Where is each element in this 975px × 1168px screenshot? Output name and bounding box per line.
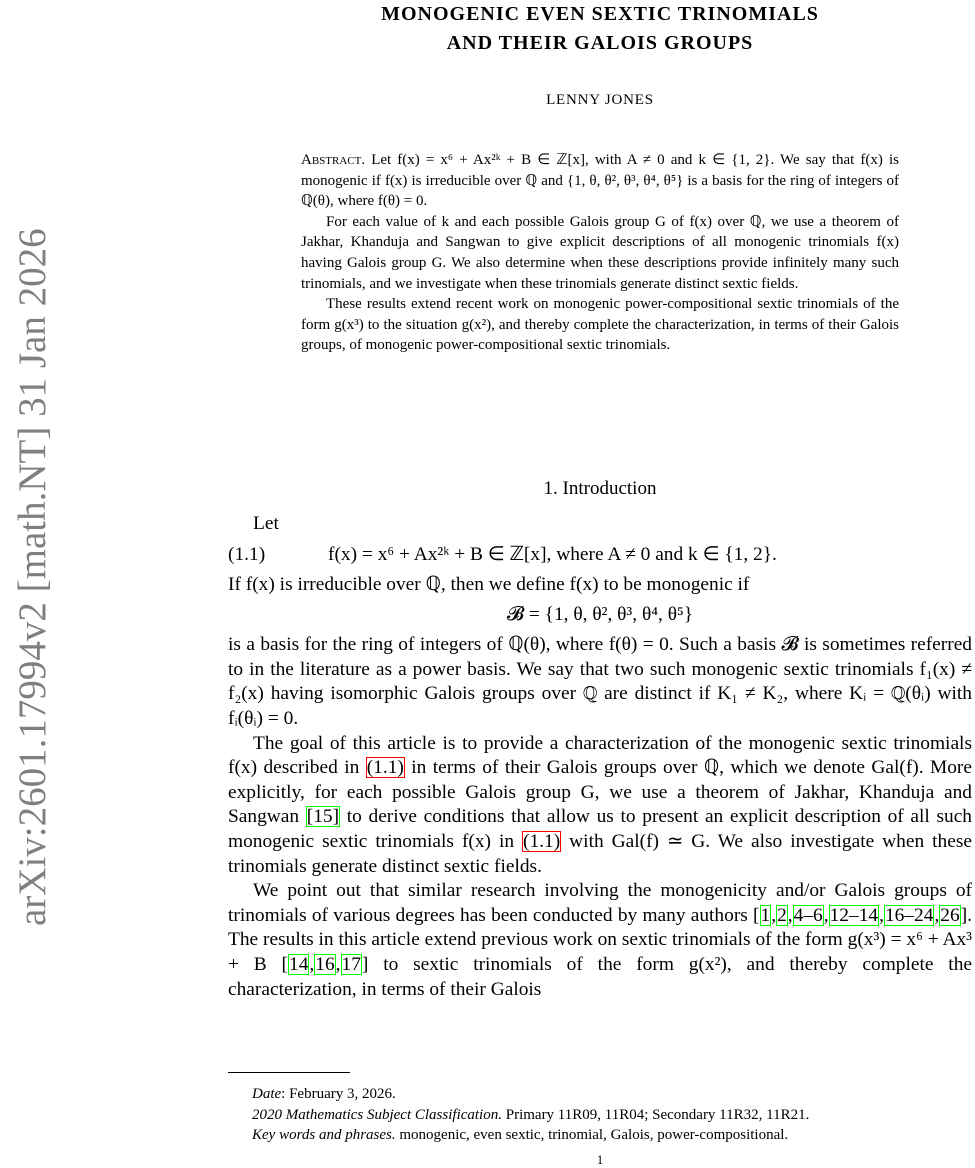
abstract-paragraph-1 <box>301 150 899 212</box>
goal-text-a: The goal of this article is to provide a characterization of the monogenic sextic trinomials f(x) described in <box>228 732 972 779</box>
equation-ref-link[interactable]: (1.1) <box>523 830 561 852</box>
body-point-paragraph: We point out that similar research involving the monogenicity and/or Galois groups of trinomials of various degrees has been conducted by many authors [1,2,4–6,12–14,16–24,26]. The results in this article extend previous work on sextic trinomials of the form g(x³) = x⁶ + Ax³ + B [14,16,17] to sextic trinomials of the form g(x²), and thereby complete the characterization, in terms of their Galois <box>228 880 972 1000</box>
citation-link[interactable]: 17 <box>341 953 361 975</box>
citation-link[interactable]: 16–24 <box>884 904 934 926</box>
citation-link[interactable]: 14 <box>289 953 309 975</box>
body-basis-paragraph: is a basis for the ring of integers of ℚ(θ), where f(θ) = 0. Such a basis 𝓑 is sometimes referred to in the literature as a power basis. We say that two such monogenic sextic trinomials f₁(x) ≠ f₂(x) having isomorphic Galois groups over ℚ are distinct if K₁ ≠ K₂, where Kᵢ = ℚ(θᵢ) with fᵢ(θᵢ) = 0. <box>228 634 972 729</box>
date-label: Date <box>252 1086 282 1102</box>
msc-label: 2020 Mathematics Subject Classification. <box>252 1106 502 1123</box>
equation-basis: 𝓑 = {1, θ, θ², θ³, θ⁴, θ⁵} <box>506 604 694 626</box>
section-heading <box>228 478 972 500</box>
section-title: 1. Introduction <box>543 478 657 499</box>
footnote-rule <box>228 1072 350 1073</box>
title-line-2: AND THEIR GALOIS GROUPS <box>446 32 754 54</box>
point-text-a: We point out that similar research involving the monogenicity and/or Galois groups of trinomials of various degrees has been conducted by many authors [ <box>228 880 972 926</box>
citation-link[interactable]: [15] <box>306 806 340 828</box>
body-let: Let <box>253 513 279 534</box>
page-number: 1 <box>596 1152 604 1167</box>
msc-value: Primary 11R09, 11R04; Secondary 11R32, 11R21. <box>501 1106 810 1123</box>
footnote-date <box>252 1084 972 1105</box>
citation-link[interactable]: 2 <box>777 904 787 926</box>
abstract-paragraph-2: For each value of k and each possible Galois group G of f(x) over ℚ, we use a theorem of Jakhar, Khanduja and Sangwan to give explicit descriptions of all monogenic trinomials f(x) having Galois group G. We also determine when these descriptions provide infinitely many such trinomials, and we investigate when these trinomials generate distinct sextic fields. <box>301 213 899 292</box>
abstract-paragraph-3: These results extend recent work on monogenic power-compositional sextic trinomials of the form g(x³) to the situation g(x²), and thereby complete the characterization, in terms of their Galois groups, of monogenic power-compositional sextic trinomials. <box>301 296 899 354</box>
citation-link[interactable]: 1 <box>760 904 771 926</box>
body-monogenic-def: If f(x) is irreducible over ℚ, then we define f(x) to be monogenic if <box>228 573 750 595</box>
goal-text-c: to derive conditions that allow us to present an explicit description of all such monogenic sextic trinomials f(x) in <box>228 806 972 852</box>
keywords-label: Key words and phrases. <box>252 1127 396 1143</box>
abstract <box>301 150 899 356</box>
title-line-1: MONOGENIC EVEN SEXTIC TRINOMIALS <box>381 3 819 25</box>
footnote-msc <box>252 1105 972 1126</box>
body-text <box>228 512 972 1002</box>
abstract-label: Abstract. <box>301 152 366 168</box>
citation-link[interactable]: 26 <box>940 904 960 926</box>
equation-1-1 <box>228 537 972 573</box>
point-text-b: ]. The results in this article extend previous work on sextic trinomials of the form g(x³) = x⁶ + Ax³ + B [ <box>228 904 972 975</box>
citation-link[interactable]: 4–6 <box>793 904 823 926</box>
citation-link[interactable]: 16 <box>315 953 335 975</box>
footnote-keywords <box>252 1125 972 1146</box>
equation-label: (1.1) <box>228 543 266 565</box>
citation-link[interactable]: 12–14 <box>829 904 879 926</box>
author-name: LENNY JONES <box>546 92 654 108</box>
equation-text: f(x) = x⁶ + Ax²ᵏ + B ∈ ℤ[x], where A ≠ 0 and k ∈ {1, 2}. <box>328 543 777 565</box>
date-value: : February 3, 2026. <box>281 1086 396 1102</box>
equation-ref-link[interactable]: (1.1) <box>366 757 404 779</box>
footnotes <box>252 1084 972 1146</box>
abstract-text-1: Let f(x) = x⁶ + Ax²ᵏ + B ∈ ℤ[x], with A ≠ 0 and k ∈ {1, 2}. We say that f(x) is monogenic if f(x) is irreducible over ℚ and {1, θ, θ², θ³, θ⁴, θ⁵} is a basis for the ring of integers of ℚ(θ), where f(θ) = 0. <box>301 152 899 210</box>
point-text-c: ] to sextic trinomials of the form g(x²), and thereby complete the characterization, in terms of their Galois <box>228 953 972 1000</box>
keywords-value: monogenic, even sextic, trinomial, Galois, power-compositional. <box>395 1127 789 1143</box>
goal-text-d: with Gal(f) ≃ G. We also investigate when these trinomials generate distinct sextic fields. <box>228 830 972 877</box>
paper-title <box>228 0 972 58</box>
arxiv-watermark: arXiv:2601.17994v2 [math.NT] 31 Jan 2026 <box>11 228 54 926</box>
goal-text-b: in terms of their Galois groups over ℚ, which we denote Gal(f). More explicitly, for each possible Galois group G, we use a theorem of Jakhar, Khanduja and Sangwan <box>228 757 972 828</box>
body-goal-paragraph <box>228 732 972 880</box>
